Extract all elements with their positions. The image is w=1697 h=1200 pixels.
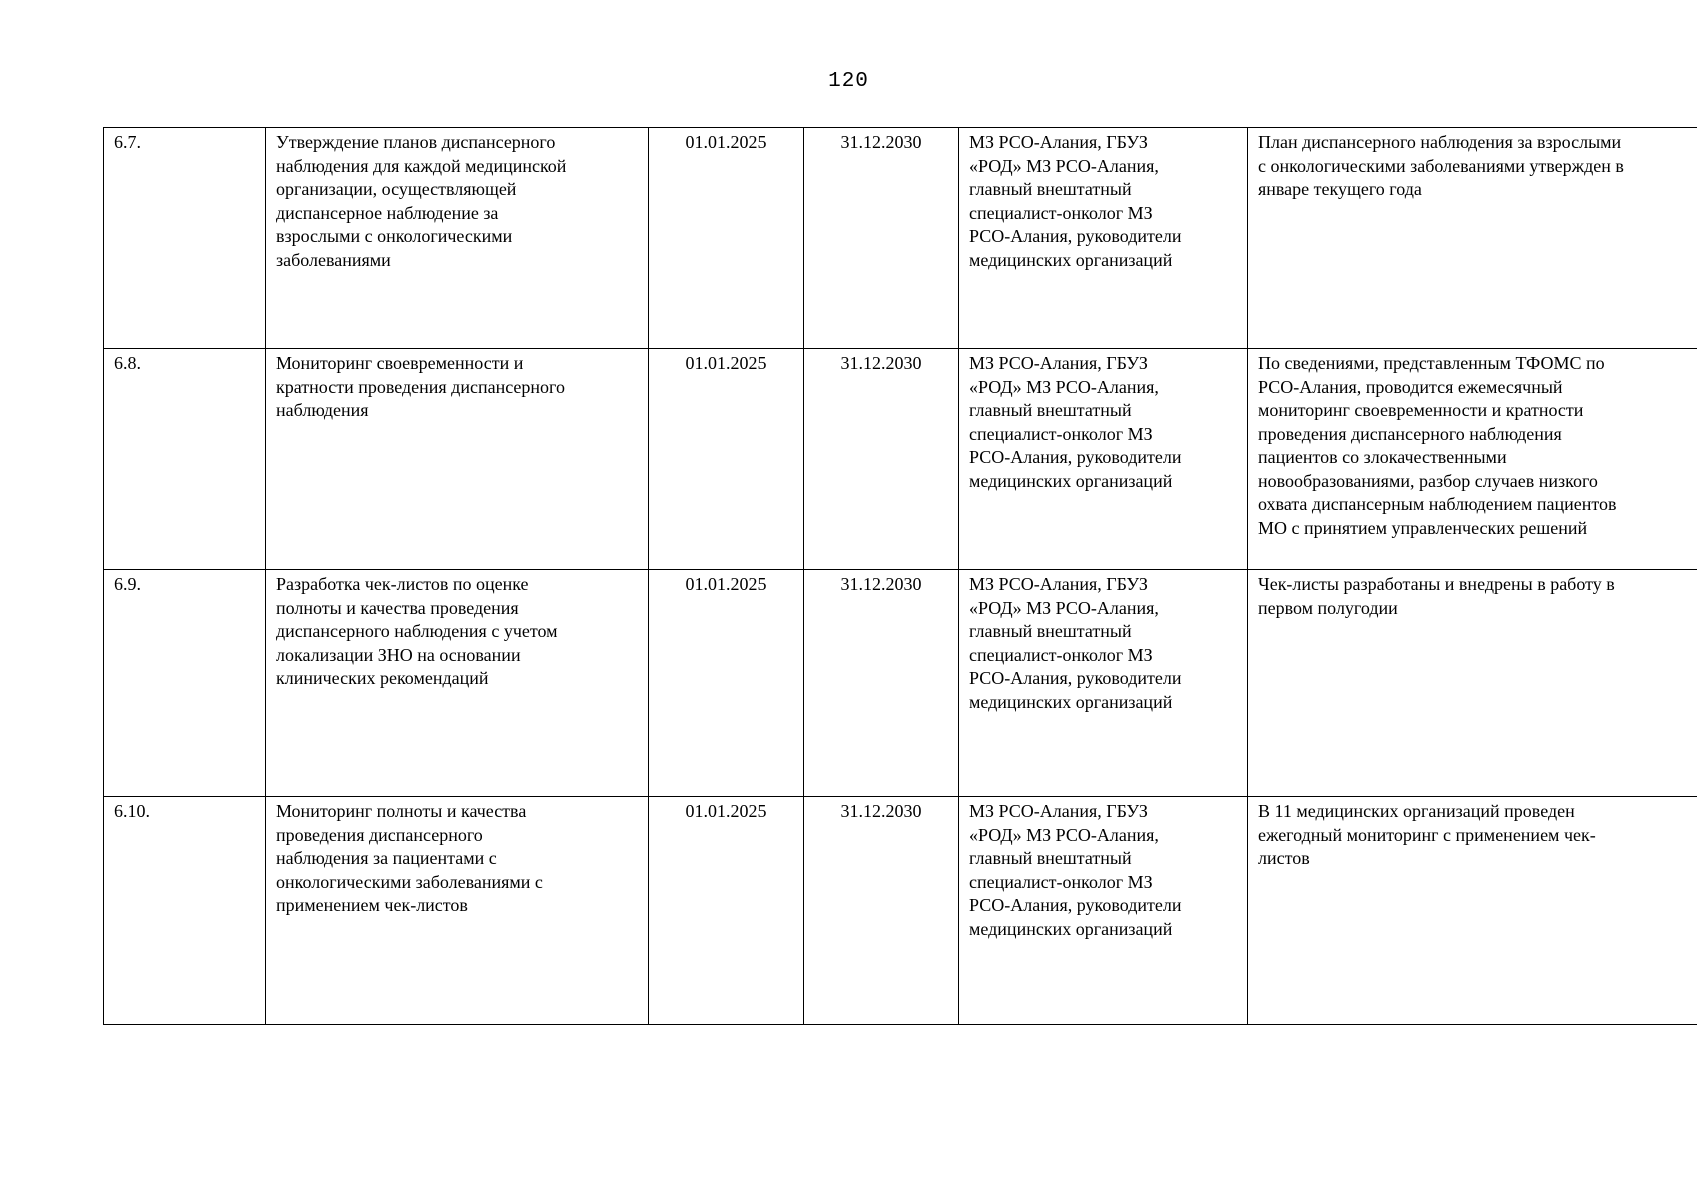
- responsible-executors: МЗ РСО-Алания, ГБУЗ «РОД» МЗ РСО-Алания, главный внештатный специалист-онколог МЗ РСО-Алания, руководители медицинских организаций: [969, 353, 1182, 491]
- activity-name-cell: [266, 570, 649, 797]
- activity-name: Разработка чек-листов по оценке полноты и качества проведения диспансерного наблюдения с учетом локализации ЗНО на основании клинических рекомендаций: [276, 574, 558, 688]
- responsible-cell: [959, 797, 1248, 1025]
- table-row: [104, 570, 1697, 797]
- responsible-executors: МЗ РСО-Алания, ГБУЗ «РОД» МЗ РСО-Алания, главный внештатный специалист-онколог МЗ РСО-Алания, руководители медицинских организаций: [969, 574, 1182, 712]
- result-text: По сведениями, представленным ТФОМС по РСО-Алания, проводится ежемесячный мониторинг своевременности и кратности проведения диспансерного наблюдения пациентов со злокачественными новообразованиями, разбор случаев низкого охвата диспансерным наблюдением пациентов МО с принятием управленческих решений: [1258, 353, 1617, 538]
- start-date: 01.01.2025: [685, 132, 767, 152]
- result-text: В 11 медицинских организаций проведен ежегодный мониторинг с применением чек- листов: [1258, 801, 1596, 868]
- end-date: 31.12.2030: [840, 574, 922, 594]
- start-date-cell: [649, 797, 804, 1025]
- end-date-cell: [804, 570, 959, 797]
- row-number-cell: [104, 349, 266, 570]
- result-text: Чек-листы разработаны и внедрены в работу в первом полугодии: [1258, 574, 1615, 618]
- activity-name: Утверждение планов диспансерного наблюдения для каждой медицинской организации, осуществляющей диспансерное наблюдение за взрослыми с онкологическими заболеваниями: [276, 132, 567, 270]
- activity-name-cell: [266, 128, 649, 349]
- responsible-cell: [959, 349, 1248, 570]
- page-number: 120: [828, 70, 869, 93]
- start-date-cell: [649, 349, 804, 570]
- end-date: 31.12.2030: [840, 801, 922, 821]
- responsible-cell: [959, 128, 1248, 349]
- result-text: План диспансерного наблюдения за взрослыми с онкологическими заболеваниями утвержден в январе текущего года: [1258, 132, 1624, 199]
- start-date: 01.01.2025: [685, 574, 767, 594]
- row-number-cell: [104, 570, 266, 797]
- activity-table: [103, 127, 1697, 1025]
- end-date-cell: [804, 349, 959, 570]
- end-date: 31.12.2030: [840, 353, 922, 373]
- activity-name: Мониторинг своевременности и кратности проведения диспансерного наблюдения: [276, 353, 565, 420]
- activity-name: Мониторинг полноты и качества проведения диспансерного наблюдения за пациентами с онкологическими заболеваниями с применением чек-листов: [276, 801, 543, 915]
- result-cell: [1248, 570, 1697, 797]
- activity-name-cell: [266, 349, 649, 570]
- row-number-cell: [104, 128, 266, 349]
- start-date-cell: [649, 128, 804, 349]
- table-row: [104, 349, 1697, 570]
- end-date-cell: [804, 128, 959, 349]
- table-row: [104, 797, 1697, 1025]
- end-date-cell: [804, 797, 959, 1025]
- start-date: 01.01.2025: [685, 353, 767, 373]
- responsible-executors: МЗ РСО-Алания, ГБУЗ «РОД» МЗ РСО-Алания, главный внештатный специалист-онколог МЗ РСО-Алания, руководители медицинских организаций: [969, 132, 1182, 270]
- responsible-cell: [959, 570, 1248, 797]
- row-number: 6.9.: [114, 574, 141, 594]
- row-number: 6.7.: [114, 132, 141, 152]
- activity-name-cell: [266, 797, 649, 1025]
- table-row: [104, 128, 1697, 349]
- end-date: 31.12.2030: [840, 132, 922, 152]
- start-date-cell: [649, 570, 804, 797]
- result-cell: [1248, 349, 1697, 570]
- result-cell: [1248, 128, 1697, 349]
- responsible-executors: МЗ РСО-Алания, ГБУЗ «РОД» МЗ РСО-Алания, главный внештатный специалист-онколог МЗ РСО-Алания, руководители медицинских организаций: [969, 801, 1182, 939]
- row-number-cell: [104, 797, 266, 1025]
- row-number: 6.10.: [114, 801, 150, 821]
- result-cell: [1248, 797, 1697, 1025]
- start-date: 01.01.2025: [685, 801, 767, 821]
- row-number: 6.8.: [114, 353, 141, 373]
